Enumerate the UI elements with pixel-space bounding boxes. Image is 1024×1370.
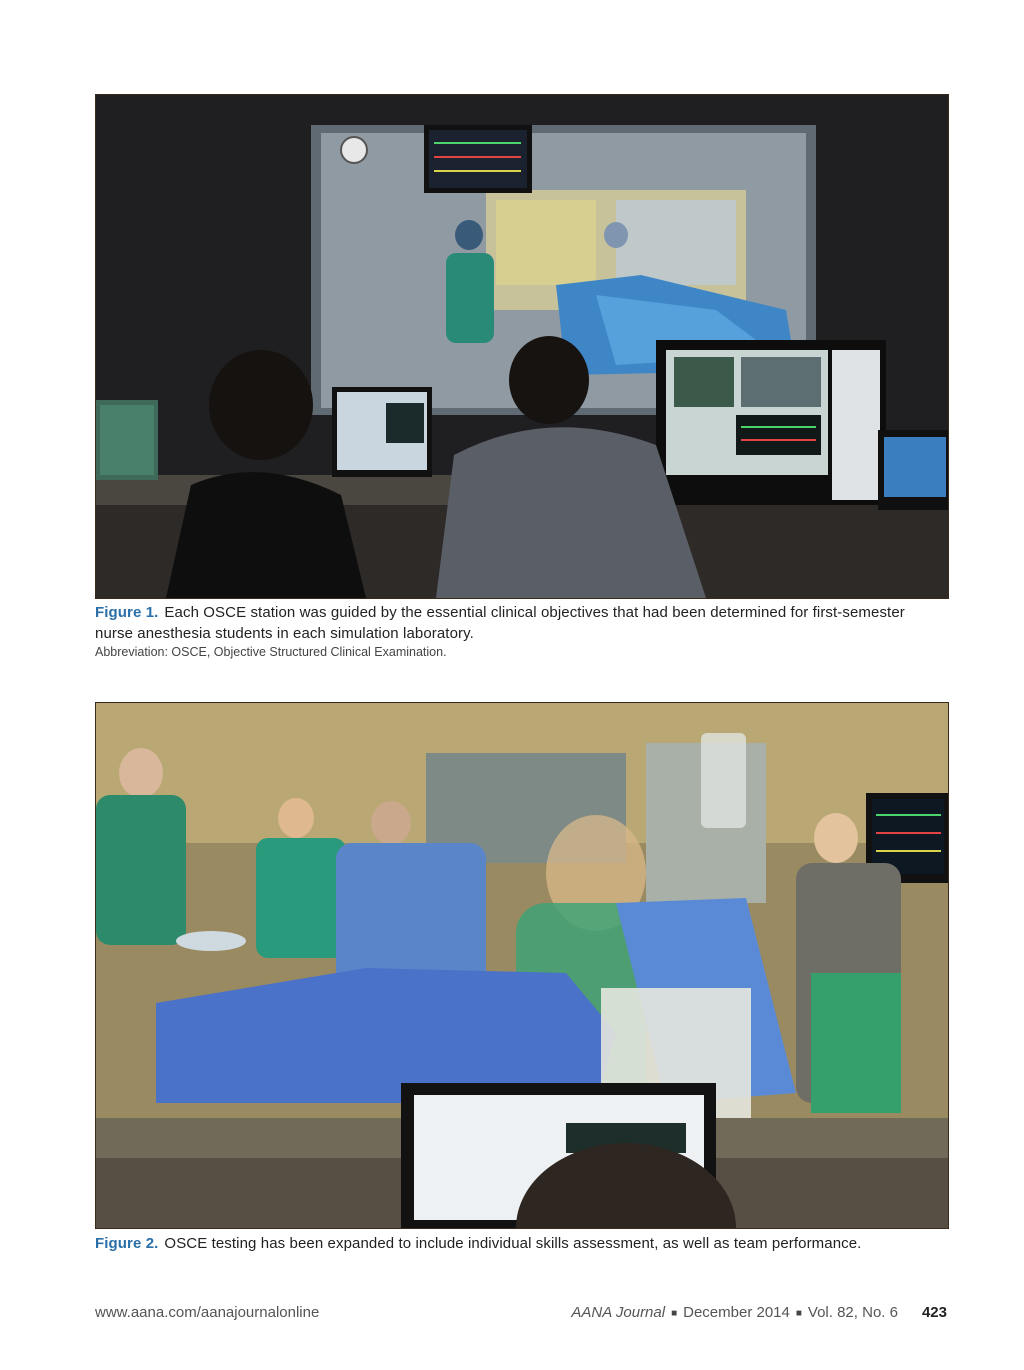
footer-url: www.aana.com/aanajournalonline bbox=[95, 1304, 320, 1321]
bullet-icon: ■ bbox=[671, 1307, 678, 1319]
figure-1-abbreviation: Abbreviation: OSCE, Objective Structured Clinical Examination. bbox=[95, 645, 447, 659]
footer-citation bbox=[571, 1304, 947, 1321]
figure-2-photo bbox=[95, 702, 949, 1229]
figure-2-caption-text: OSCE testing has been expanded to include individual skills assessment, as well as team performance. bbox=[164, 1235, 862, 1252]
figure-1-photo bbox=[95, 94, 949, 599]
footer-date: December 2014 bbox=[683, 1304, 790, 1321]
figure-1-caption bbox=[95, 602, 947, 644]
figure-2-label: Figure 2. bbox=[95, 1235, 159, 1252]
bullet-icon: ■ bbox=[795, 1307, 802, 1319]
figure-1-caption-text: Each OSCE station was guided by the essential clinical objectives that had been determined for first-semester nurse anesthesia students in each simulation laboratory. bbox=[95, 604, 905, 642]
page-number: 423 bbox=[921, 1304, 947, 1321]
figure-2-illustration bbox=[96, 703, 948, 1228]
footer-volume: Vol. 82, No. 6 bbox=[807, 1304, 898, 1321]
figure-1-illustration bbox=[96, 95, 948, 598]
footer-journal: AANA Journal bbox=[571, 1304, 666, 1321]
figure-1-label: Figure 1. bbox=[95, 604, 159, 621]
figure-2-caption bbox=[95, 1233, 947, 1254]
